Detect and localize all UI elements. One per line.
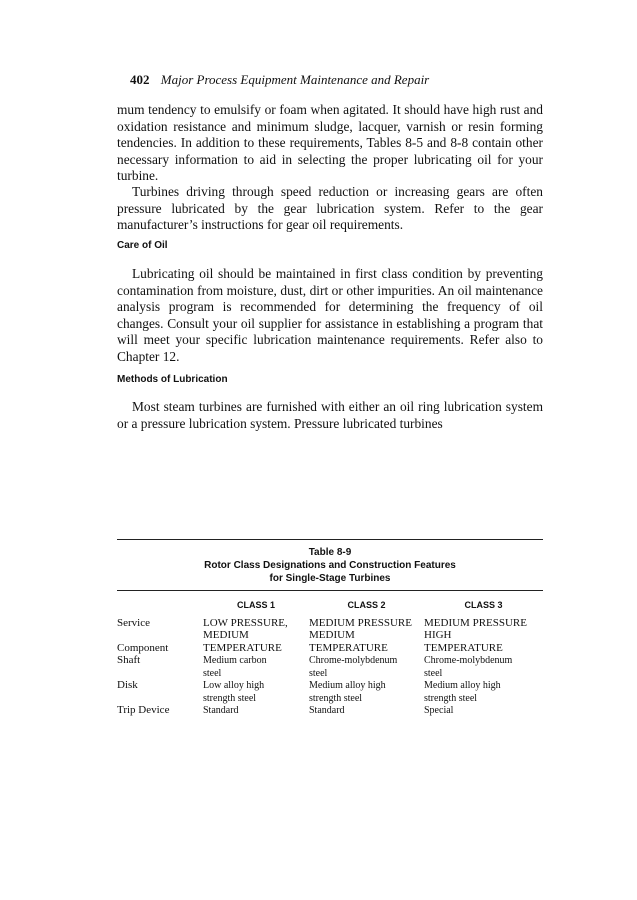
cell-class-1: Medium carbon [203,655,267,666]
running-title: Major Process Equipment Maintenance and Repair [160,72,430,87]
row-label [117,630,203,643]
row-label: Trip Device [117,704,170,716]
table-row [117,668,543,681]
paragraph-methods-of-lubrication: Most steam turbines are furnished with either an oil ring lubrication system or a pressure lubrication system. Pressure lubricated turbines [117,399,543,431]
cell-class-1: Low alloy high [203,680,265,691]
table-row [117,680,543,693]
cell-class-1: steel [203,667,222,679]
cell-class-2: TEMPERATURE [309,641,388,654]
page-header [130,72,429,88]
cell-class-3: HIGH [424,629,452,641]
cell-class-2: Medium alloy high [309,680,386,691]
table-row [117,693,543,706]
page-number: 402 [130,72,150,87]
cell-class-1: Standard [203,705,239,716]
table-row [117,643,543,656]
cell-class-2: MEDIUM [309,629,355,641]
table-caption [117,540,543,590]
cell-class-2: Standard [309,705,345,716]
cell-class-3: Special [424,705,454,716]
table-number: Table 8-9 [308,547,352,558]
row-label: Service [117,616,150,629]
table-8-9 [117,539,543,718]
cell-class-2: steel [309,667,328,679]
table-row [117,630,543,643]
cell-class-1: LOW PRESSURE, [203,616,288,629]
cell-class-3: Chrome-molybdenum [424,655,513,666]
paragraph-oil-properties: mum tendency to emulsify or foam when agitated. It should have high rust and oxidation resistance and minimum sludge, lacquer, varnish or resin forming tendencies. In addition to these requirements, Tables 8-5 and 8-8 contain other necessary information to aid in selecting the proper lubricating oil for your turbine. [117,102,543,183]
cell-class-3: MEDIUM PRESSURE [424,616,527,629]
cell-class-2: strength steel [309,692,363,704]
cell-class-3: steel [424,667,443,679]
table-title-line1: Rotor Class Designations and Construction Features [204,560,456,571]
cell-class-2: MEDIUM PRESSURE [309,616,412,629]
heading-care-of-oil: Care of Oil [117,240,168,251]
table-row [117,655,543,668]
rotor-class-table [117,591,543,718]
cell-class-3: Medium alloy high [424,680,501,691]
cell-class-3: TEMPERATURE [424,641,503,654]
column-header-label [117,591,203,618]
cell-class-1: MEDIUM [203,629,249,641]
table-row [117,705,543,718]
paragraph-care-of-oil: Lubricating oil should be maintained in first class condition by preventing contamination from moisture, dust, dirt or other impurities. An oil maintenance analysis program is recommended for determining the frequency of oil changes. Consult your oil supplier for assistance in establishing a program that will meet your specific lubrication maintenance requirements. Refer also to Chapter 12. [117,266,543,364]
cell-class-2: Chrome-molybdenum [309,655,398,666]
column-header-class-1: CLASS 1 [236,600,275,610]
cell-class-1: strength steel [203,692,257,704]
column-header-class-2: CLASS 2 [347,600,386,610]
row-label: Disk [117,679,138,691]
table-title-line2: for Single-Stage Turbines [269,573,391,584]
row-label: Component [117,641,169,654]
row-label: Shaft [117,654,141,666]
cell-class-3: strength steel [424,692,478,704]
table-header-row [117,591,543,618]
paragraph-gear-lubrication: Turbines driving through speed reduction or increasing gears are often pressure lubricated by the gear lubrication system. Refer to the gear manufacturer’s instructions for gear oil requirements. [117,184,543,232]
cell-class-1: TEMPERATURE [203,641,282,654]
heading-methods-of-lubrication: Methods of Lubrication [117,374,228,385]
column-header-class-3: CLASS 3 [464,600,503,610]
